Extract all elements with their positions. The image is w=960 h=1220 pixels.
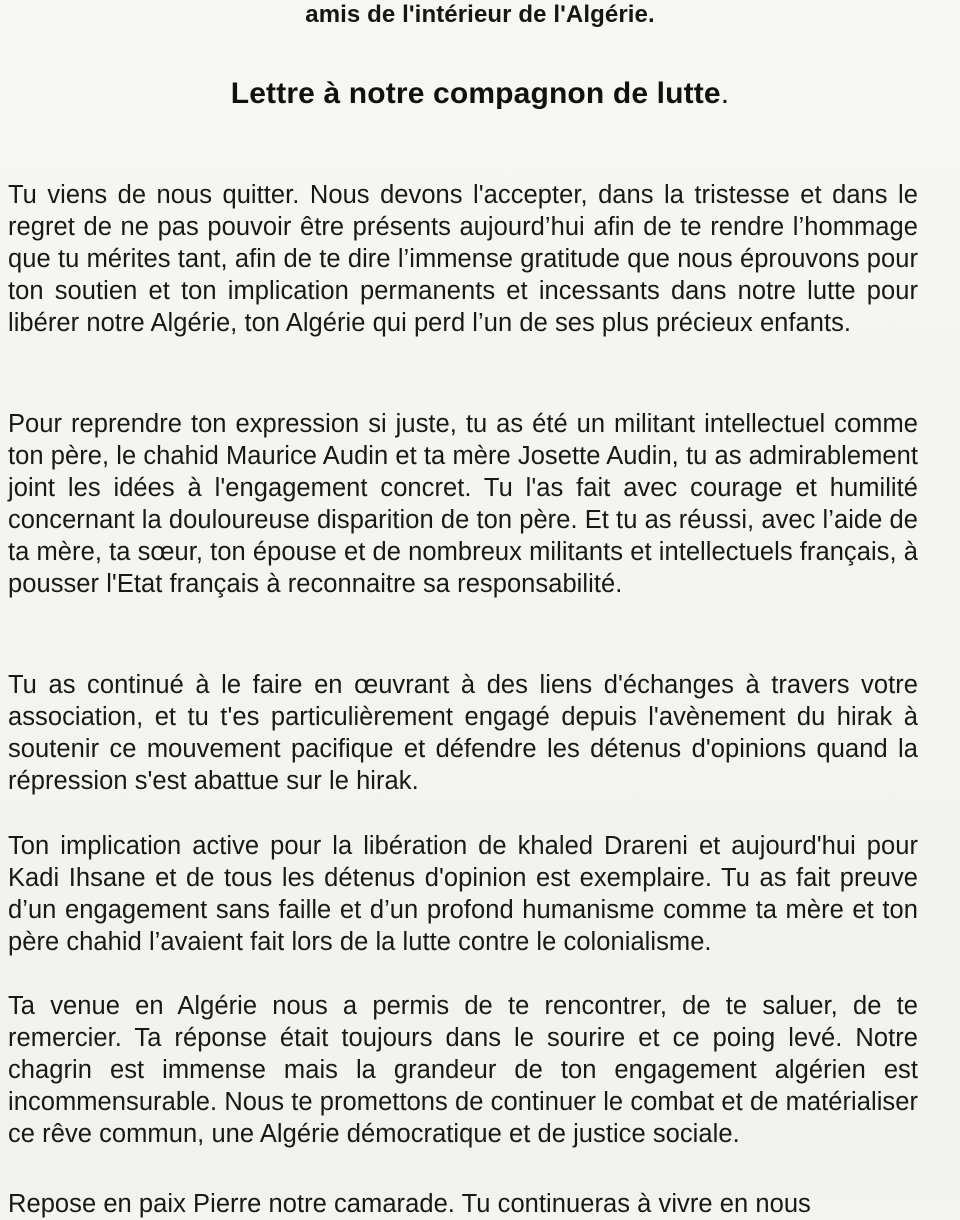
paragraph-5: Ta venue en Algérie nous a permis de te rencontrer, de te saluer, de te remercier. Ta réponse était toujours dans le sourire et ce poing levé. Notre chagrin est immense mais la grandeur de ton engagement algérien est incommensurable. Nous te promettons de continuer le combat et de matérialiser ce rêve commun, une Algérie démocratique et de justice sociale. bbox=[8, 992, 918, 1148]
paragraph-4: Ton implication active pour la libération de khaled Drareni et aujourd'hui pour Kadi Ihsane et de tous les détenus d'opinion est exemplaire. Tu as fait preuve d’un engagement sans faille et d’un profond humanisme comme ta mère et ton père chahid l’avaient fait lors de la lutte contre le colonialisme. bbox=[8, 832, 918, 956]
title-text: Lettre à notre compagnon de lutte bbox=[230, 77, 721, 110]
paragraph-1: Tu viens de nous quitter. Nous devons l'accepter, dans la tristesse et dans le regret de ne pas pouvoir être présents aujourd’hui afin de te rendre l’hommage que tu mérites tant, afin de te dire l’immense gratitude que nous éprouvons pour ton soutien et ton implication permanents et incessants dans notre lutte pour libérer notre Algérie, ton Algérie qui perd l’un de ses plus précieux enfants. bbox=[8, 181, 918, 337]
header-cut-line: amis de l'intérieur de l'Algérie. bbox=[305, 1, 655, 28]
title-dot: . bbox=[720, 77, 730, 110]
paragraph-2: Pour reprendre ton expression si juste, tu as été un militant intellectuel comme ton père, le chahid Maurice Audin et ta mère Josette Audin, tu as admirablement joint les idées à l'engagement concret. Tu l'as fait avec courage et humilité concernant la douloureuse disparition de ton père. Et tu as réussi, avec l’aide de ta mère, ta sœur, ton épouse et de nombreux militants et intellectuels français, à pousser l'Etat français à reconnaitre sa responsabilité. bbox=[8, 410, 918, 598]
page-title bbox=[0, 77, 960, 111]
paragraph-3: Tu as continué à le faire en œuvrant à des liens d'échanges à travers votre association, et tu t'es particulièrement engagé depuis l'avènement du hirak à soutenir ce mouvement pacifique et défendre les détenus d'opinions quand la répression s'est abattue sur le hirak. bbox=[8, 671, 918, 795]
paragraph-6-cutoff: Repose en paix Pierre notre camarade. Tu continueras à vivre en nous bbox=[8, 1190, 811, 1218]
